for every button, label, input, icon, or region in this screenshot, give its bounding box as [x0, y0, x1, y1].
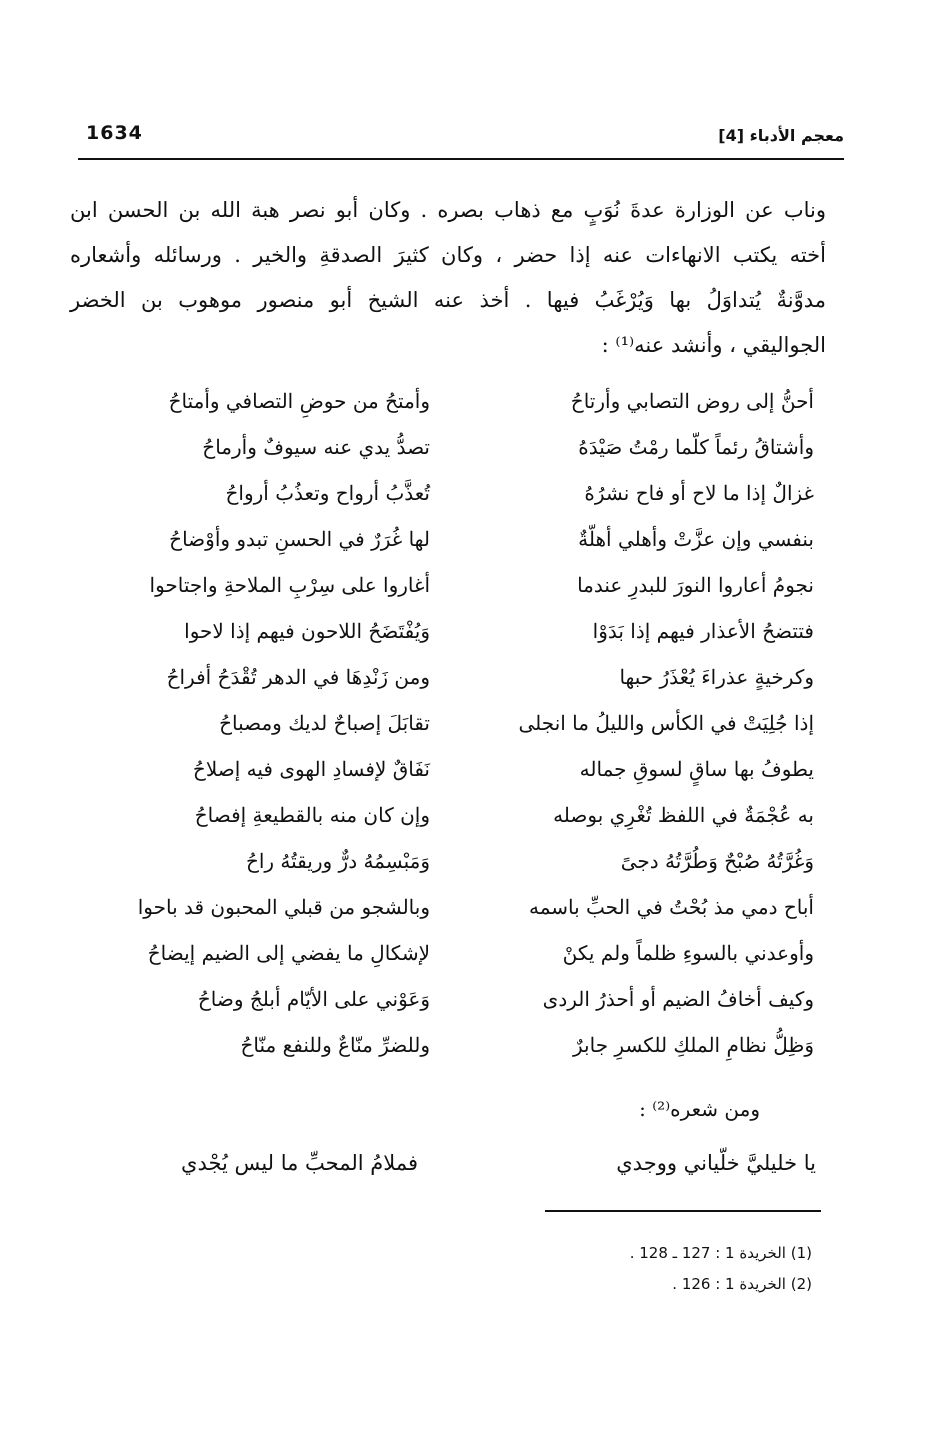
first-hemistich: به عُجْمَةٌ في اللفظ تُغْرِي بوصله: [553, 803, 814, 827]
second-hemistich: وبالشجو من قبلي المحبون قد باحوا: [137, 895, 430, 919]
verse-row: [90, 976, 814, 1022]
first-hemistich: وأشتاقُ رئماً كلّما رمْتُ صَيْدَهُ: [578, 435, 814, 459]
first-hemistich: يا خليليَّ خلّياني ووجدي: [616, 1151, 816, 1175]
prose-line: أخته يكتب الانهاءات عنه إذا حضر ، وكان كثيرَ الصدقةِ والخير . ورسائله وأشعاره: [70, 243, 826, 267]
verse-row: [90, 1022, 814, 1068]
second-hemistich: وإن كان منه بالقطيعةِ إفصاحُ: [194, 803, 430, 827]
verse-row: [90, 930, 814, 976]
verse-row: [118, 1140, 816, 1186]
first-hemistich: أحنُّ إلى روض التصابي وأرتاحُ: [570, 389, 814, 413]
second-hemistich: تقابَلَ إصباحٌ لديك ومصباحُ: [219, 711, 430, 735]
first-hemistich: أباح دمي مذ بُحْتُ في الحبِّ باسمه: [528, 895, 814, 919]
first-hemistich: وكرخيةٍ عذراءَ يُعْذَرُ حبها: [619, 665, 814, 689]
second-hemistich: وَمَبْسِمُهُ درٌّ وريقتُهُ راحُ: [245, 849, 430, 873]
footnote: (2) الخريدة 1 : 126 .: [672, 1275, 812, 1293]
second-hemistich: لإشكالِ ما يفضي إلى الضيم إيضاحُ: [147, 941, 430, 965]
first-hemistich: وَظِلُّ نظامِ الملكِ للكسرِ جابرٌ: [573, 1033, 814, 1057]
footnote: (1) الخريدة 1 : 127 ـ 128 .: [629, 1244, 812, 1262]
first-hemistich: يطوفُ بها ساقٍ لسوقِ جماله: [579, 757, 814, 781]
first-hemistich: إذا جُلِيَتْ في الكأس والليلُ ما انجلى: [518, 711, 814, 735]
second-hemistich: وَيُفْتَضَحُ اللاحون فيهم إذا لاحوا: [184, 619, 430, 643]
verse-row: [90, 378, 814, 424]
second-hemistich: وللضرِّ منّاعٌ وللنفع منّاحُ: [240, 1033, 430, 1057]
page-number: 1634: [86, 122, 143, 144]
second-hemistich: وَعَوْني على الأيّام أبلجُ وضاحُ: [197, 987, 430, 1011]
poem-intro: ومن شعره⁽²⁾ :: [639, 1097, 760, 1121]
footnotes: [630, 1238, 812, 1300]
second-hemistich: نَفَاقٌ لإفسادِ الهوى فيه إصلاحُ: [192, 757, 430, 781]
first-hemistich: غزالٌ إذا ما لاح أو فاح نشرُهُ: [584, 481, 814, 505]
second-hemistich: فملامُ المحبِّ ما ليس يُجْدي: [181, 1151, 418, 1175]
second-hemistich: تُعذَّبُ أرواح وتعذُبُ أرواحُ: [225, 481, 430, 505]
second-hemistich: لها غُرَرٌ في الحسنِ تبدو وأوْضاحُ: [169, 527, 430, 551]
second-hemistich: تصدُّ يدي عنه سيوفٌ وأرماحُ: [202, 435, 430, 459]
verse-row: [90, 424, 814, 470]
first-hemistich: وَغُرَّتُهُ صُبْحٌ وَطُرَّتُهُ دجىً: [620, 849, 814, 873]
verse-row: [90, 562, 814, 608]
prose-line: وناب عن الوزارة عدةَ نُوَبٍ مع ذهاب بصره . وكان أبو نصر هبة الله بن الحسن ابن: [70, 198, 826, 222]
second-hemistich: ومن زَنْدِهَا في الدهر تُقْدَحُ أفراحُ: [166, 665, 430, 689]
first-hemistich: بنفسي وإن عزَّتْ وأهلي أهلّةٌ: [578, 527, 814, 551]
verse-row: [90, 516, 814, 562]
first-hemistich: وكيف أخافُ الضيم أو أحذرُ الردى: [542, 987, 814, 1011]
second-hemistich: أغاروا على سِرْبِ الملاحةِ واجتاحوا: [149, 573, 430, 597]
verse-row: [90, 838, 814, 884]
verse-row: [90, 746, 814, 792]
verse-row: [90, 700, 814, 746]
poem-verses: [90, 378, 814, 1068]
prose-paragraph: [70, 188, 826, 368]
prose-line: الجواليقي ، وأنشد عنه⁽¹⁾ :: [601, 333, 826, 357]
book-title: معجم الأدباء [4]: [718, 126, 844, 145]
first-hemistich: نجومُ أعاروا النورَ للبدرِ عندما: [577, 573, 814, 597]
footnote-divider: [545, 1210, 821, 1212]
prose-line: مدوَّنةٌ يُتداوَلُ بها وَيُرْغَبُ فيها . أخذ عنه الشيخ أبو منصور موهوب بن الخضر: [70, 288, 826, 312]
verse-row: [90, 654, 814, 700]
verse-row: [90, 792, 814, 838]
first-hemistich: فتتضحُ الأعذار فيهم إذا بَدَوْا: [592, 619, 814, 643]
verse-row: [90, 470, 814, 516]
verse-row: [90, 884, 814, 930]
first-hemistich: وأوعدني بالسوءِ ظلماً ولم يكنْ: [562, 941, 814, 965]
running-head: [78, 122, 844, 160]
second-hemistich: وأمتحُ من حوضِ التصافي وأمتاحُ: [168, 389, 430, 413]
verse-row: [90, 608, 814, 654]
